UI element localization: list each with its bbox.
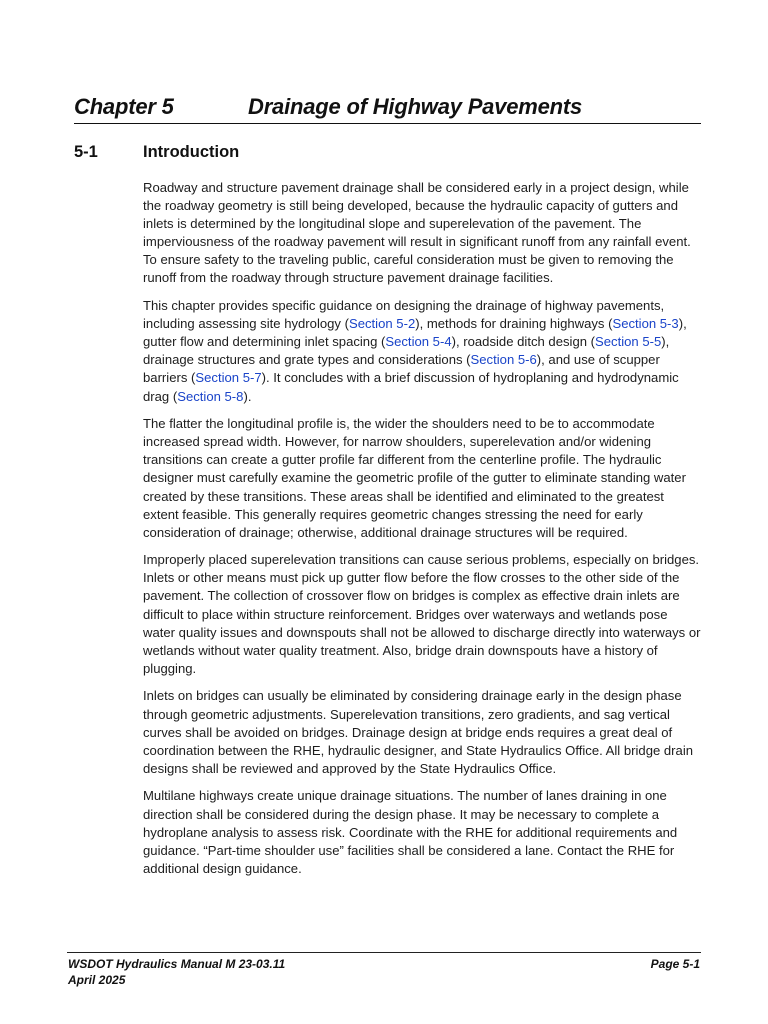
- paragraph-2-text: This chapter provides specific guidance on designing the drainage of highway pavements, including assessing site hydrology (: [143, 298, 665, 332]
- section-title: Introduction: [143, 143, 240, 161]
- section-number: 5-1: [74, 143, 98, 161]
- footer-date: April 2025: [68, 973, 126, 987]
- paragraph-1: Roadway and structure pavement drainage shall be considered early in a project design, while the roadway geometry is still being developed, because the hydraulic capacity of gutters and inlets is determined by the longitudinal slope and superelevation of the pavement. The imperviousness of the roadway pavement will result in significant runoff from any rainfall event. To ensure safety to the traveling public, careful consideration must be given to removing the runoff from the roadway through structure pavement drainage facilities.: [143, 180, 691, 286]
- page-footer: [67, 952, 701, 987]
- link-section-5-4[interactable]: Section 5-4: [385, 334, 452, 350]
- paragraph-4: Improperly placed superelevation transitions can cause serious problems, especially on bridges. Inlets or other means must pick up gutter flow before the flow crosses to the other side of the pavement. The collection of crossover flow on bridges is complex as effective drain inlets are difficult to place within structure reinforcement. Bridges over waterways and wetlands pose water quality issues and downspouts shall not be allowed to discharge directly into waterways or wetlands without water quality treatment. Also, bridge drain downspouts have a history of plugging.: [143, 552, 701, 676]
- paragraph-2-text: ), gutter flow and determining inlet spacing (: [143, 316, 687, 350]
- body-text: [143, 179, 703, 887]
- footer-left: [68, 956, 285, 988]
- paragraph-2-text: ). It concludes with a brief discussion of hydroplaning and hydrodynamic drag (: [143, 370, 679, 404]
- paragraph-2-text: ), drainage structures and grate types and considerations (: [143, 334, 670, 368]
- paragraph-2-text: ), roadside ditch design (: [451, 334, 596, 350]
- link-section-5-5[interactable]: Section 5-5: [595, 334, 662, 350]
- chapter-title: Drainage of Highway Pavements: [248, 94, 583, 119]
- paragraph-6: Multilane highways create unique drainage situations. The number of lanes draining in one direction shall be considered during the design phase. It may be necessary to complete a hydroplane analysis to assess risk. Coordinate with the RHE for additional requirements and guidance. “Part-time shoulder use” facilities shall be considered a lane. Contact the RHE for additional design guidance.: [143, 788, 678, 876]
- link-section-5-2[interactable]: Section 5-2: [348, 316, 416, 332]
- paragraph-2-text: ), methods for draining highways (: [415, 316, 613, 332]
- paragraph-2: [143, 297, 703, 406]
- chapter-number: Chapter 5: [74, 94, 174, 119]
- link-section-5-8[interactable]: Section 5-8: [177, 388, 244, 404]
- link-section-5-7[interactable]: Section 5-7: [195, 370, 262, 386]
- paragraph-2-text: ), and use of scupper barriers (: [143, 352, 660, 386]
- footer-page-number: Page 5-1: [650, 957, 700, 971]
- footer-manual: WSDOT Hydraulics Manual M 23-03.11: [68, 957, 286, 971]
- paragraph-3: The flatter the longitudinal profile is, the wider the shoulders need to be to accommodate increased spread width. However, for narrow shoulders, superelevation and/or widening transitions can create a gutter profile far different from the centerline profile. The hydraulic designer must carefully examine the geometric profile of the gutter to eliminate standing water created by these transitions. These areas shall be identified and eliminated to the greatest extent feasible. This generally requires geometric changes stressing the need for early consideration of drainage; otherwise, additional drainage structures will be required.: [143, 416, 686, 540]
- paragraph-2-text: ).: [243, 388, 252, 404]
- chapter-header: [74, 93, 701, 124]
- link-section-5-3[interactable]: Section 5-3: [612, 316, 679, 332]
- link-section-5-6[interactable]: Section 5-6: [470, 352, 537, 368]
- paragraph-5: Inlets on bridges can usually be eliminated by considering drainage early in the design phase through geometric adjustments. Superelevation transitions, zero gradients, and sag vertical curves shall be avoided on bridges. Drainage design at bridge ends requires a great deal of coordination between the RHE, hydraulic designer, and State Hydraulics Office. All bridge drain designs shall be reviewed and approved by the State Hydraulics Office.: [143, 688, 694, 776]
